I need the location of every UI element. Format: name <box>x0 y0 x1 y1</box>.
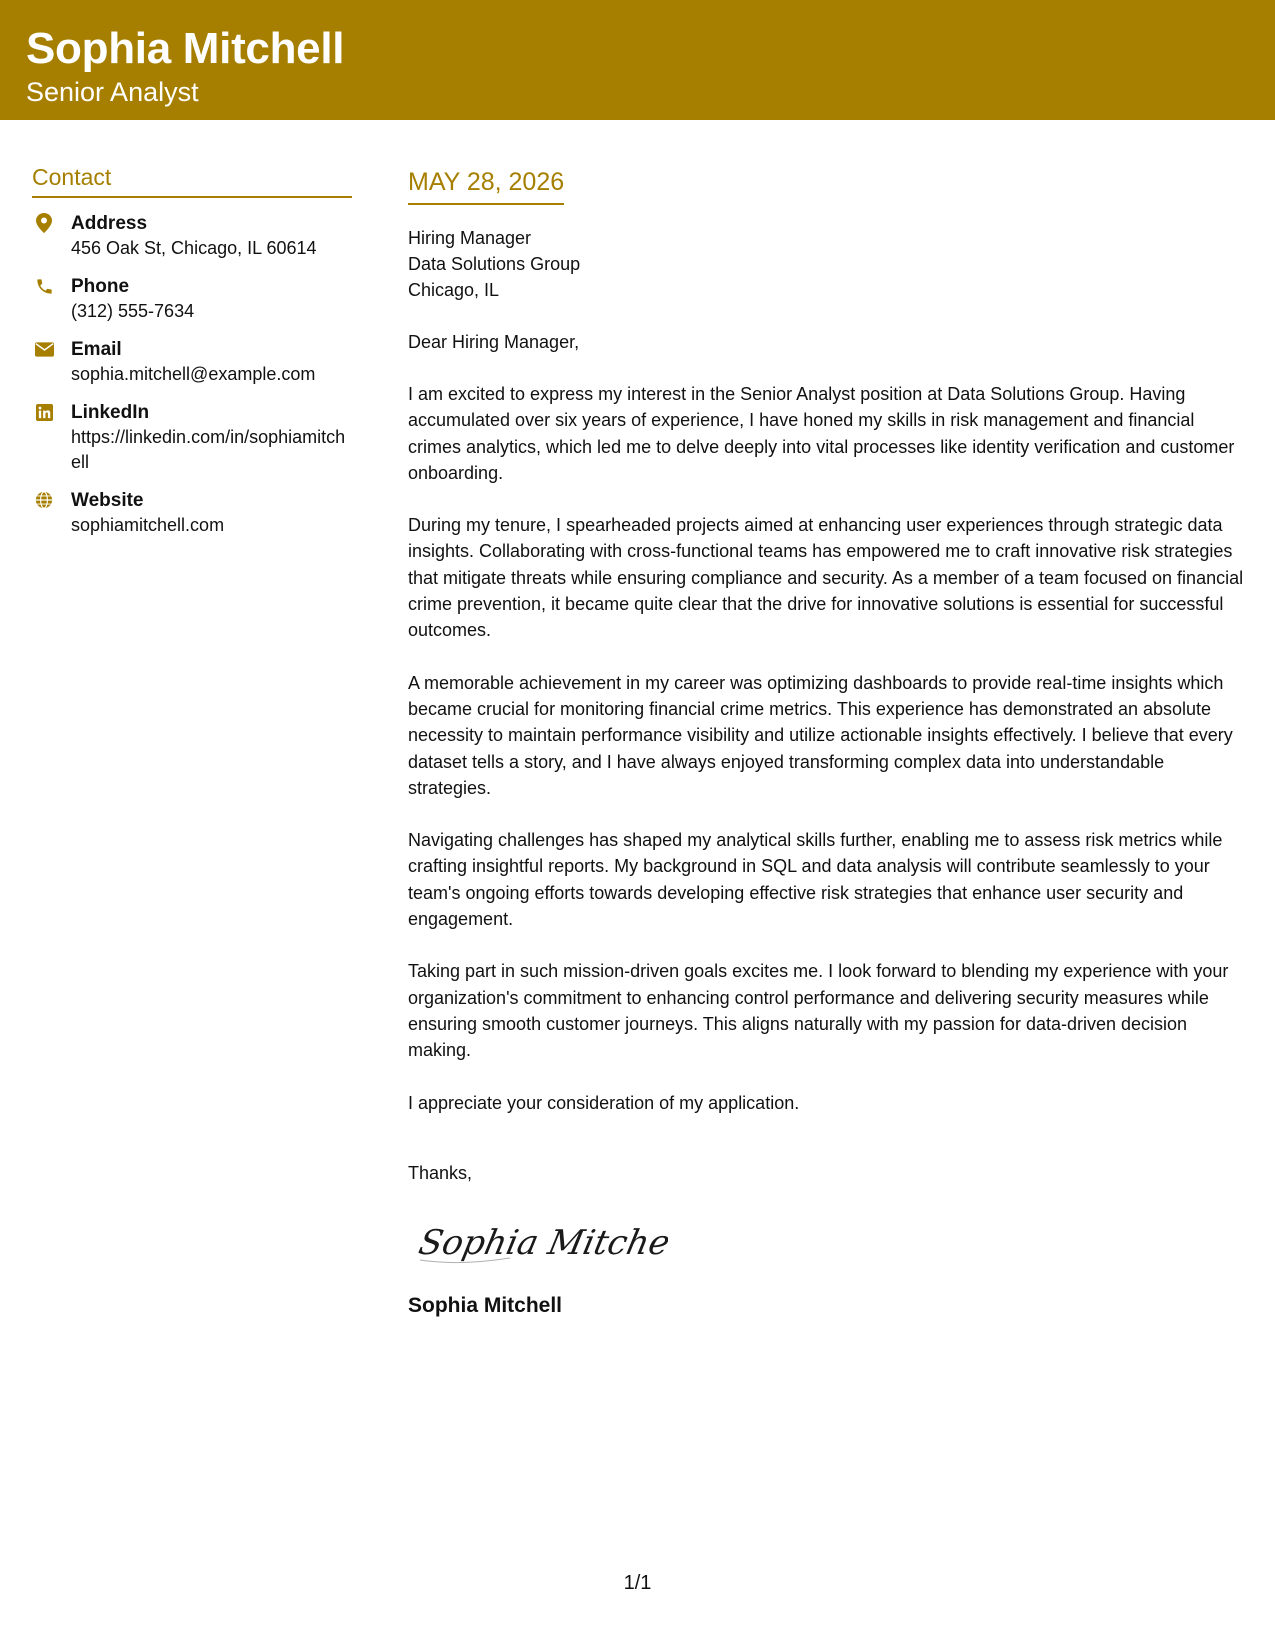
letter-paragraph: I am excited to express my interest in the Senior Analyst position at Data Solutions Group. Having accumulated over six years of experience, I have honed my skills in risk management and financial crimes analytics, which led me to delve deeply into vital processes like identity verification and customer onboarding. <box>408 384 1235 483</box>
handwritten-signature <box>408 1212 1248 1272</box>
linkedin-icon <box>34 402 54 422</box>
address-label: Address <box>71 213 148 234</box>
salutation: Dear Hiring Manager, <box>408 332 580 352</box>
recipient-line: Data Solutions Group <box>408 254 581 274</box>
applicant-title: Senior Analyst <box>26 77 199 107</box>
linkedin-value[interactable]: https://linkedin.com/in/sophiamitchell <box>71 427 346 472</box>
letter-paragraph: Taking part in such mission-driven goals excites me. I look forward to blending my experience with your organization's commitment to enhancing control performance and delivering security measures while ensuring smooth customer journeys. This aligns naturally with my passion for data-driven decision making. <box>408 961 1229 1061</box>
envelope-icon <box>34 339 54 359</box>
email-value[interactable]: sophia.mitchell@example.com <box>71 364 316 384</box>
signer-name: Sophia Mitchell <box>408 1293 563 1317</box>
recipient-line: Chicago, IL <box>408 280 500 300</box>
contact-address <box>32 212 352 261</box>
contact-email <box>32 338 352 387</box>
contact-sidebar <box>32 162 352 538</box>
letter-paragraph: During my tenure, I spearheaded projects aimed at enhancing user experiences through strategic data insights. Collaborating with cross-functional teams has empowered me to craft innovative risk strategies that mitigate threats while ensuring compliance and security. As a member of a team focused on financial crime prevention, it became quite clear that the drive for innovative solutions is essential for successful outcomes. <box>408 515 1244 641</box>
closing: Thanks, <box>408 1162 473 1183</box>
contact-phone <box>32 275 352 324</box>
website-label: Website <box>71 490 144 511</box>
phone-label: Phone <box>71 276 130 297</box>
map-pin-icon <box>34 213 54 233</box>
page-number: 1/1 <box>623 1572 652 1594</box>
phone-icon <box>34 276 54 296</box>
letter-paragraph: A memorable achievement in my career was optimizing dashboards to provide real-time insights which became crucial for monitoring financial crime metrics. This experience has demonstrated an absolute necessity to maintain performance visibility and utilize actionable insights effectively. I believe that every dataset tells a story, and I have always enjoyed transforming complex data into understandable strategies. <box>408 672 1233 798</box>
address-value: 456 Oak St, Chicago, IL 60614 <box>71 238 317 258</box>
recipient-block <box>408 225 1248 303</box>
svg-text:Sophia Mitchell: Sophia Mitchell <box>415 1223 668 1263</box>
email-label: Email <box>71 339 122 360</box>
letter-body <box>408 166 1248 1320</box>
letter-date: MAY 28, 2026 <box>408 166 564 205</box>
applicant-name: Sophia Mitchell <box>26 24 345 73</box>
linkedin-label: LinkedIn <box>71 402 150 423</box>
phone-value: (312) 555-7634 <box>71 301 195 321</box>
letter-paragraph: I appreciate your consideration of my application. <box>408 1092 800 1113</box>
letter-paragraph: Navigating challenges has shaped my analytical skills further, enabling me to assess risk metrics while crafting insightful reports. My background in SQL and data analysis will contribute seamlessly to your team's ongoing efforts towards developing effective risk strategies that enhance user security and engagement. <box>408 830 1223 930</box>
page-header <box>0 0 1275 120</box>
recipient-line: Hiring Manager <box>408 228 532 248</box>
contact-linkedin <box>32 401 352 475</box>
globe-icon <box>34 490 54 510</box>
website-value[interactable]: sophiamitchell.com <box>71 515 225 535</box>
contact-heading: Contact <box>32 162 352 198</box>
contact-website <box>32 489 352 538</box>
